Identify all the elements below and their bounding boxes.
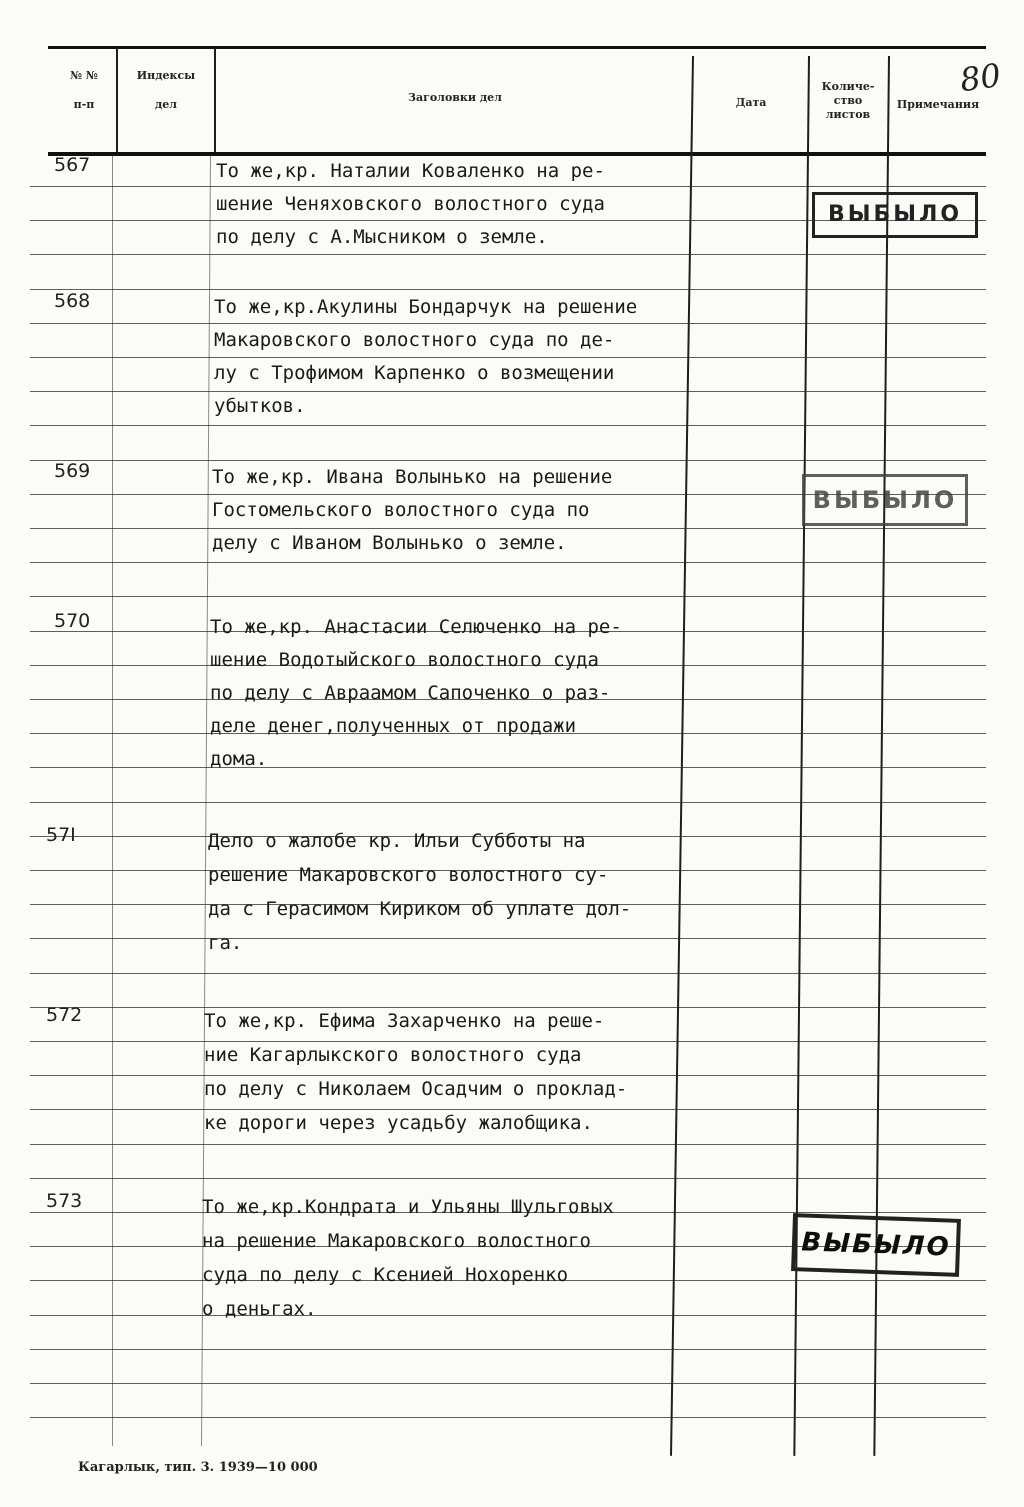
header-rule <box>48 152 986 156</box>
ruled-line <box>30 391 986 392</box>
entry-title-line: ке дороги через усадьбу жалобщика. <box>204 1112 593 1134</box>
ruled-line <box>30 1075 986 1076</box>
entry-number: 57I <box>46 824 76 846</box>
ruled-line <box>30 596 986 597</box>
entry-title-line: Дело о жалобе кр. Ильи Субботы на <box>208 830 586 852</box>
ruled-line <box>30 186 986 187</box>
col-divider-2 <box>214 48 216 152</box>
entry-title-line: деле денег,полученных от продажи <box>210 715 577 737</box>
ruled-line <box>30 1178 986 1179</box>
entry-title-line: ние Кагарлыкского волостного суда <box>204 1044 582 1066</box>
entry-title-line: То же,кр.Акулины Бондарчук на решение <box>214 296 638 318</box>
entry-number: 568 <box>54 290 91 312</box>
entry-title-line: решение Макаровского волостного су- <box>208 864 609 886</box>
entry-title-line: лу с Трофимом Карпенко о возмещении <box>214 362 615 384</box>
header-notes: Примечания <box>896 98 980 111</box>
entry-title-line: То же,кр.Кондрата и Ульяны Шульговых <box>202 1196 614 1218</box>
printer-imprint: Кагарлык, тип. 3. 1939—10 000 <box>78 1460 318 1475</box>
ruled-line <box>30 1109 986 1110</box>
ruled-line <box>30 289 986 290</box>
ruled-line <box>30 938 986 939</box>
page-number: 80 <box>957 55 1004 100</box>
entry-title-line: Макаровского волостного суда по де- <box>214 329 615 351</box>
entry-title-line: Гостомельского волостного суда по <box>212 499 590 521</box>
col-divider-body-2 <box>201 156 211 1446</box>
withdrawn-stamp-573: ВЫБЫЛО <box>791 1213 961 1277</box>
ruled-line <box>30 254 986 255</box>
top-rule <box>48 46 986 49</box>
entry-number: 569 <box>54 460 91 482</box>
ruled-line <box>30 323 986 324</box>
col-divider-1 <box>116 48 118 152</box>
col-divider-body-1 <box>112 156 113 1446</box>
entry-number: 572 <box>46 1004 83 1026</box>
entry-title-line: да с Герасимом Кириком об уплате дол- <box>208 898 632 920</box>
ruled-line <box>30 1144 986 1145</box>
header-count: Количе- ство листов <box>821 80 875 121</box>
header-num: № № п-п <box>70 69 98 111</box>
ruled-line <box>30 460 986 461</box>
header-index: Индексы дел <box>136 69 196 111</box>
entry-title-line: делу с Иваном Волынько о земле. <box>212 532 567 554</box>
entry-title-line: га. <box>208 932 243 954</box>
ruled-line <box>30 973 986 974</box>
header-date: Дата <box>735 96 767 109</box>
entry-title-line: убытков. <box>214 395 306 417</box>
ruled-line <box>30 1041 986 1042</box>
ruled-line <box>30 802 986 803</box>
entry-title-line: по делу с Авраамом Сапоченко о раз- <box>210 682 611 704</box>
withdrawn-stamp-567: ВЫБЫЛО <box>812 192 978 238</box>
entry-title-line: на решение Макаровского волостного <box>202 1230 591 1252</box>
ruled-line <box>30 425 986 426</box>
ruled-line <box>30 1007 986 1008</box>
header-title: Заголовки дел <box>408 91 502 104</box>
entry-number: 567 <box>54 154 91 176</box>
ruled-line <box>30 1417 986 1418</box>
entry-title-line: То же,кр. Ефима Захарченко на реше- <box>204 1010 605 1032</box>
withdrawn-stamp-569: ВЫБЫЛО <box>802 474 968 526</box>
ruled-line <box>30 1349 986 1350</box>
entry-title-line: То же,кр. Наталии Коваленко на ре- <box>216 160 605 182</box>
entry-number: 573 <box>46 1190 83 1212</box>
entry-title-line: суда по делу с Ксенией Нохоренко <box>202 1264 569 1286</box>
entry-title-line: шение Водотыйского волостного суда <box>210 649 599 671</box>
entry-title-line: То же,кр. Ивана Волынько на решение <box>212 466 613 488</box>
entry-number: 570 <box>54 610 91 632</box>
entry-title-line: по делу с Николаем Осадчим о проклад- <box>204 1078 628 1100</box>
entry-title-line: То же,кр. Анастасии Селюченко на ре- <box>210 616 622 638</box>
entry-title-line: о деньгах. <box>202 1298 317 1320</box>
ruled-line <box>30 357 986 358</box>
ruled-line <box>30 767 986 768</box>
ruled-line <box>30 562 986 563</box>
entry-title-line: дома. <box>210 748 268 770</box>
ruled-line <box>30 528 986 529</box>
entry-title-line: по делу с А.Мысником о земле. <box>216 226 548 248</box>
ruled-line <box>30 1383 986 1384</box>
entry-title-line: шение Ченяховского волостного суда <box>216 193 605 215</box>
ruled-line <box>30 1315 986 1316</box>
